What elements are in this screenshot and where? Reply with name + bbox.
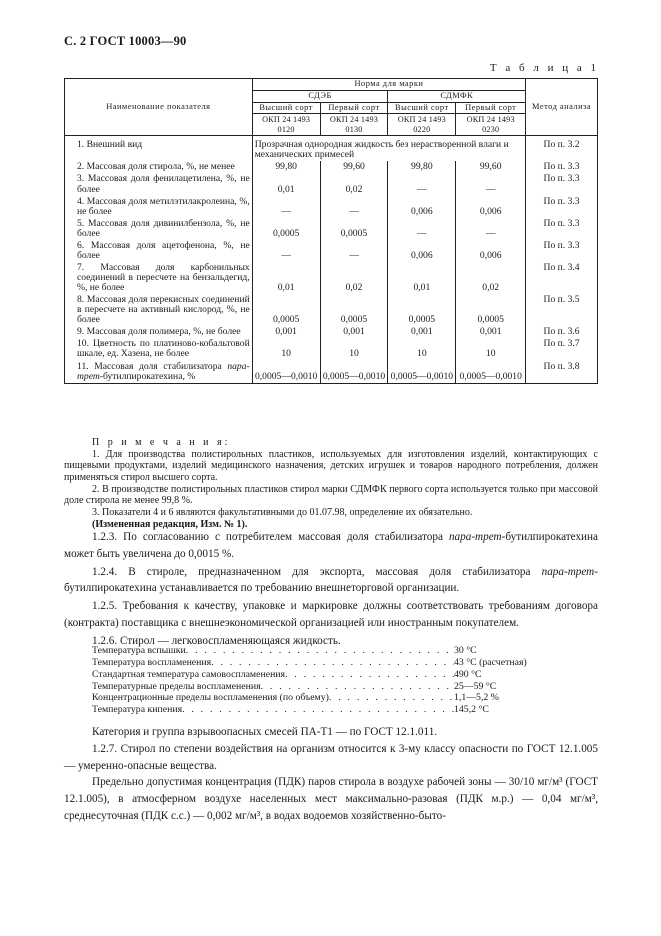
row-method: По п. 3.6 <box>526 326 598 338</box>
row-method: По п. 3.7 <box>526 338 598 360</box>
row-method: По п. 3.5 <box>526 294 598 326</box>
param-row <box>92 669 552 681</box>
row-value: 0,0005—0,0010 <box>320 361 388 384</box>
clause-italic: пара-трет <box>448 531 502 543</box>
clause-text: 1.2.3. По согласованию с потребителем массовая доля стабилизатора <box>92 531 449 543</box>
edition-note: (Измененная редакция, Изм. № 1). <box>92 518 248 530</box>
row-value: 99,80 <box>252 161 320 173</box>
clauses-block-2 <box>64 724 598 825</box>
row-name-suffix: -бутилпирокатехина, % <box>99 370 196 382</box>
table-row <box>65 338 598 360</box>
col-method-header: Метод анализа <box>526 79 598 136</box>
row-value: 0,001 <box>456 326 526 338</box>
clause-text: 1.2.4. В стироле, предназначенном для экспорта, массовая доля стабилизатора <box>92 565 542 578</box>
row-value: 0,0005—0,0010 <box>388 361 456 384</box>
row-value: 0,001 <box>320 326 388 338</box>
row-value: 0,001 <box>252 326 320 338</box>
clause-1-2-3 <box>64 529 598 563</box>
clause-1-2-7: 1.2.7. Стирол по степени воздействия на организм относится к 3-му классу опасности по ГОСТ 12.1.005 — умеренно-опасные вещества. <box>64 742 598 772</box>
table-row <box>65 262 598 294</box>
code-header: ОКП 24 1493 0230 <box>456 114 526 136</box>
param-row <box>92 681 552 693</box>
clauses-block <box>64 529 598 651</box>
row-name: 10. Цветность по платиново-кобальтовой шкале, ед. Хазена, не более <box>65 338 253 360</box>
row-name-italic: пара-трет <box>77 360 250 382</box>
clause-1-2-6: 1.2.6. Стирол — легковоспламеняющаяся жидкость. <box>92 634 341 647</box>
row-name: 1. Внешний вид <box>65 136 253 162</box>
code-header: ОКП 24 1493 0220 <box>388 114 456 136</box>
table-row <box>65 361 598 384</box>
row-value: — <box>456 173 526 195</box>
table-row <box>65 196 598 218</box>
param-row <box>92 692 552 704</box>
clause-text: -бутилпирокатехина может быть увеличена до 0,0015 %. <box>64 531 598 560</box>
row-value: 0,006 <box>456 240 526 262</box>
row-value: 0,02 <box>320 173 388 195</box>
note-item: 1. Для производства полистирольных пластиков, используемых для изготовления изделий, контактирующих с пищевыми продуктами, изделий медицинского назначения, детских игрушек и товаров народного потребления, должен применяться стирол высшего сорта. <box>64 448 598 484</box>
row-name: 9. Массовая доля полимера, %, не более <box>65 326 253 338</box>
param-label: Температура кипения <box>92 704 183 716</box>
clause-text: -бутилпирокатехина устанавливается по требованию внешнеторговой организации. <box>64 565 598 595</box>
row-value: 0,001 <box>388 326 456 338</box>
param-value: 1,1—5,2 % <box>454 692 499 704</box>
param-row <box>92 704 552 716</box>
param-value: 43 °С (расчетная) <box>454 656 527 668</box>
param-label: Концентрационные пределы воспламенения (по объему) <box>92 692 329 704</box>
param-label: Температура воспламенения <box>92 656 212 668</box>
brand-header: СДМФК <box>388 90 526 102</box>
row-value: — <box>388 218 456 240</box>
row-value: 0,02 <box>320 262 388 294</box>
table-row <box>65 218 598 240</box>
row-value: 10 <box>252 338 320 360</box>
param-value: 30 °С <box>454 645 477 656</box>
row-value: 0,006 <box>456 196 526 218</box>
row-method: По п. 3.8 <box>526 361 598 384</box>
row-name: 3. Массовая доля фенилацетилена, %, не более <box>65 173 253 195</box>
row-value: 0,01 <box>388 262 456 294</box>
row-value: 0,006 <box>388 240 456 262</box>
table-row <box>65 326 598 338</box>
code-header: ОКП 24 1493 0120 <box>252 114 320 136</box>
row-name: 2. Массовая доля стирола, %, не менее <box>65 161 253 173</box>
appearance-text: Прозрачная однородная жидкость без нерастворенной влаги и механических примесей <box>252 136 525 162</box>
row-value: 0,01 <box>252 173 320 195</box>
row-value: 0,01 <box>252 262 320 294</box>
row-method: По п. 3.3 <box>526 173 598 195</box>
row-method: По п. 3.2 <box>526 136 598 162</box>
category-clause: Категория и группа взрывоопасных смесей ПА-Т1 — по ГОСТ 12.1.011. <box>92 726 438 738</box>
note-item: 3. Показатели 4 и 6 являются факультативными до 01.07.98, определение их обязательно. <box>92 507 473 519</box>
spec-table <box>64 78 598 384</box>
clause-1-2-5: 1.2.5. Требования к качеству, упаковке и маркировке должны соответствовать требованиям договора (контракта) поставщика с внешнеэкономической организацией или иностранным покупателем. <box>64 600 598 629</box>
table-row <box>65 173 598 195</box>
notes-block <box>64 437 598 531</box>
notes-title: П р и м е ч а н и я: <box>92 437 231 448</box>
param-label: Стандартная температура самовоспламенения <box>92 668 286 680</box>
table-caption: Т а б л и ц а 1 <box>489 62 599 74</box>
row-value: 10 <box>456 338 526 360</box>
param-label: Температура вспышки <box>92 645 186 656</box>
table-row <box>65 240 598 262</box>
row-value: 0,0005 <box>320 294 388 326</box>
row-value: 99,60 <box>320 161 388 173</box>
row-method: По п. 3.3 <box>526 240 598 262</box>
row-value: 99,60 <box>456 161 526 173</box>
col-norm-header: Норма для марки <box>252 79 525 91</box>
row-value: — <box>320 240 388 262</box>
row-name: 8. Массовая доля перекисных соединений в пересчете на активный кислород, %, не более <box>65 294 253 326</box>
grade-header: Высший сорт <box>388 102 456 114</box>
row-name <box>65 361 253 384</box>
param-row <box>92 657 552 669</box>
row-value: — <box>388 173 456 195</box>
page-header: С. 2 ГОСТ 10003—90 <box>64 34 187 48</box>
row-method: По п. 3.3 <box>526 161 598 173</box>
code-header: ОКП 24 1493 0130 <box>320 114 388 136</box>
row-method: По п. 3.3 <box>526 218 598 240</box>
params-list <box>92 645 552 716</box>
row-value: 0,0005 <box>320 218 388 240</box>
pdk-clause: Предельно допустимая концентрация (ПДК) паров стирола в воздухе рабочей зоны — 30/10 мг/м³ (ГОСТ 12.1.005), в атмосферном воздухе населенных мест максимально-разовая (ПДК м.р.) — 0,04 мг/м³, среднесуточная (ПДК с.с.) — 0,002 мг/м³, в водах водоемов хозяйственно-быто- <box>64 776 598 822</box>
param-value: 25—59 °С <box>454 680 497 692</box>
row-name: 4. Массовая доля метилэтилакролеина, %, не более <box>65 196 253 218</box>
row-value: 99,80 <box>388 161 456 173</box>
row-value: 10 <box>320 338 388 360</box>
table-row <box>65 161 598 173</box>
table-row <box>65 136 598 162</box>
grade-header: Первый сорт <box>320 102 388 114</box>
row-value: 0,0005 <box>252 294 320 326</box>
row-value: — <box>320 196 388 218</box>
row-value: — <box>252 196 320 218</box>
clause-italic: пара-трет <box>541 565 595 578</box>
row-value: — <box>252 240 320 262</box>
table-row <box>65 294 598 326</box>
row-name: 6. Массовая доля ацетофенона, %, не более <box>65 240 253 262</box>
param-value: 490 °С <box>454 668 482 680</box>
grade-header: Высший сорт <box>252 102 320 114</box>
row-name: 7. Массовая доля карбонильных соединений в пересчете на бензальдегид, %, не более <box>65 262 253 294</box>
row-value: — <box>456 218 526 240</box>
row-value: 0,0005—0,0010 <box>252 361 320 384</box>
row-value: 0,0005 <box>388 294 456 326</box>
param-value: 145,2 °С <box>454 704 489 716</box>
row-method: По п. 3.4 <box>526 262 598 294</box>
clause-1-2-4 <box>64 564 598 598</box>
grade-header: Первый сорт <box>456 102 526 114</box>
row-value: 0,0005—0,0010 <box>456 361 526 384</box>
row-name-prefix: 11. Массовая доля стабилизатора <box>77 360 228 372</box>
row-value: 0,0005 <box>456 294 526 326</box>
brand-header: СДЭБ <box>252 90 388 102</box>
row-value: 0,0005 <box>252 218 320 240</box>
param-row <box>92 645 552 657</box>
col-name-header: Наименование показателя <box>65 79 253 136</box>
row-value: 0,02 <box>456 262 526 294</box>
row-name: 5. Массовая доля дивинилбензола, %, не более <box>65 218 253 240</box>
row-value: 10 <box>388 338 456 360</box>
row-value: 0,006 <box>388 196 456 218</box>
row-method: По п. 3.3 <box>526 196 598 218</box>
param-label: Температурные пределы воспламенения <box>92 680 261 692</box>
note-item: 2. В производстве полистирольных пластиков стирол марки СДМФК первого сорта используется только при массовой доле стирола не менее 99,8 %. <box>64 483 598 507</box>
